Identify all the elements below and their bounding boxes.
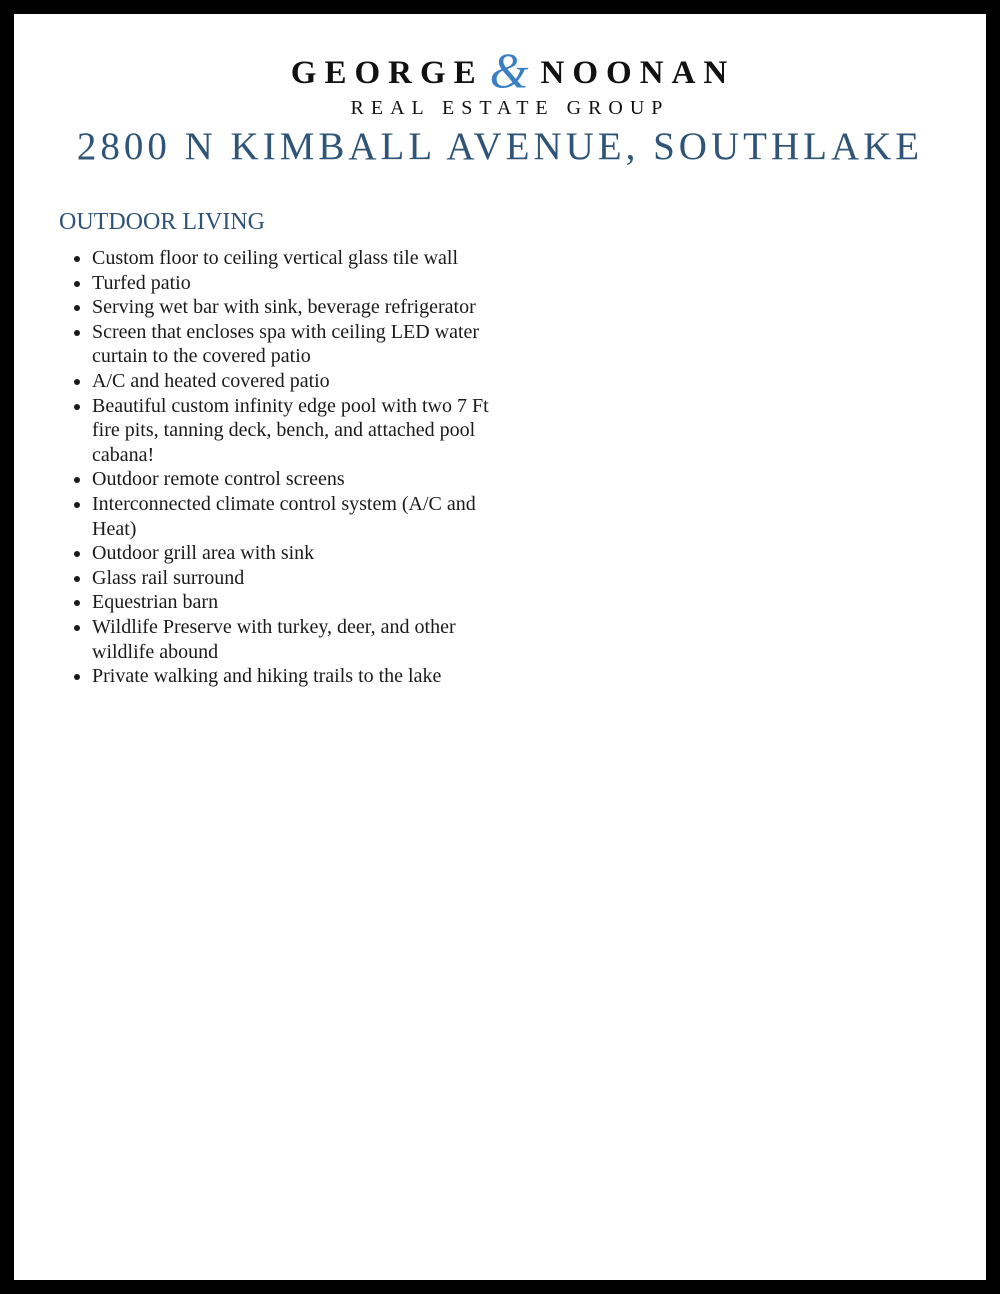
list-item: • A/C and heated covered patio (92, 369, 512, 394)
list-item: • Screen that encloses spa with ceiling LED water curtain to the covered patio (92, 320, 512, 369)
logo-ampersand: & (489, 42, 529, 98)
document-page (14, 14, 986, 1280)
list-item: • Interconnected climate control system (A/C and Heat) (92, 492, 512, 541)
list-item: • Custom floor to ceiling vertical glass tile wall (92, 246, 512, 271)
logo-name-right: NOONAN (540, 55, 736, 91)
logo-subtitle: REAL ESTATE GROUP (350, 97, 670, 119)
list-item: • Outdoor grill area with sink (92, 541, 512, 566)
list-item: • Beautiful custom infinity edge pool with two 7 Ft fire pits, tanning deck, bench, and attached pool cabana! (92, 394, 512, 468)
company-logo (14, 42, 986, 123)
list-item: • Turfed patio (92, 271, 512, 296)
list-item: • Glass rail surround (92, 566, 512, 591)
logo-wordmark (40, 42, 986, 98)
logo-name-left: GEORGE (290, 55, 484, 91)
list-item: • Wildlife Preserve with turkey, deer, and other wildlife abound (92, 615, 512, 664)
list-item: • Private walking and hiking trails to the lake (92, 664, 512, 689)
feature-list (70, 246, 512, 689)
section-title: OUTDOOR LIVING (59, 209, 265, 235)
list-item: • Serving wet bar with sink, beverage refrigerator (92, 295, 512, 320)
property-address: 2800 N KIMBALL AVENUE, SOUTHLAKE (76, 125, 924, 168)
list-item: • Equestrian barn (92, 590, 512, 615)
list-item: • Outdoor remote control screens (92, 467, 512, 492)
